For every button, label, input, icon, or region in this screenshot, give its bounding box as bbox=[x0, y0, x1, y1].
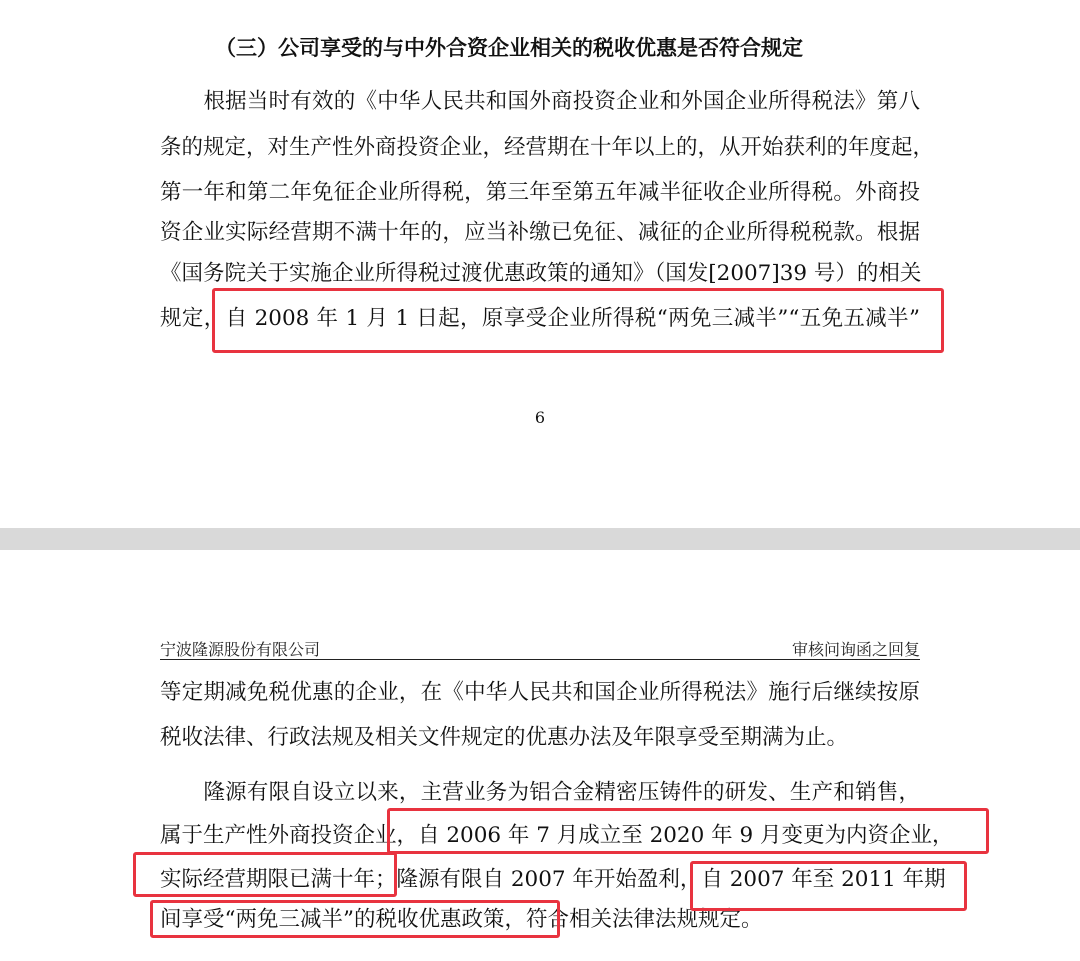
paragraph-line: 等定期减免税优惠的企业，在《中华人民共和国企业所得税法》施行后继续按原 bbox=[160, 680, 920, 705]
paragraph-line: 根据当时有效的《中华人民共和国外商投资企业和外国企业所得税法》第八 bbox=[160, 89, 920, 114]
paragraph-line: 属于生产性外商投资企业，自 2006 年 7 月成立至 2020 年 9 月变更为内资企业， bbox=[160, 823, 954, 848]
document-page-bottom bbox=[0, 550, 1080, 961]
header-rule bbox=[160, 659, 920, 660]
paragraph-line: 第一年和第二年免征企业所得税，第三年至第五年减半征收企业所得税。外商投 bbox=[160, 180, 920, 205]
paragraph-line: 税收法律、行政法规及相关文件规定的优惠办法及年限享受至期满为止。 bbox=[160, 725, 849, 750]
header-company-name: 宁波隆源股份有限公司 bbox=[160, 640, 321, 659]
paragraph-line: 实际经营期限已满十年；隆源有限自 2007 年开始盈利，自 2007 年至 2011 年期 bbox=[160, 867, 946, 892]
page-separator bbox=[0, 528, 1080, 550]
paragraph-line: 条的规定，对生产性外商投资企业，经营期在十年以上的，从开始获利的年度起， bbox=[160, 135, 935, 160]
paragraph-line: 隆源有限自设立以来，主营业务为铝合金精密压铸件的研发、生产和销售， bbox=[160, 780, 920, 805]
section-heading: （三）公司享受的与中外合资企业相关的税收优惠是否符合规定 bbox=[215, 36, 803, 60]
paragraph-line: 《国务院关于实施企业所得税过渡优惠政策的通知》（国发[2007]39 号）的相关 bbox=[160, 261, 922, 286]
paragraph-line: 规定，自 2008 年 1 月 1 日起，原享受企业所得税“两免三减半”“五免五减半” bbox=[160, 306, 920, 331]
paragraph-line: 间享受“两免三减半”的税收优惠政策，符合相关法律法规规定。 bbox=[160, 907, 763, 932]
header-document-title: 审核问询函之回复 bbox=[791, 640, 920, 659]
page-number: 6 bbox=[534, 408, 546, 427]
paragraph-line: 资企业实际经营期不满十年的，应当补缴已免征、减征的企业所得税税款。根据 bbox=[160, 220, 920, 245]
